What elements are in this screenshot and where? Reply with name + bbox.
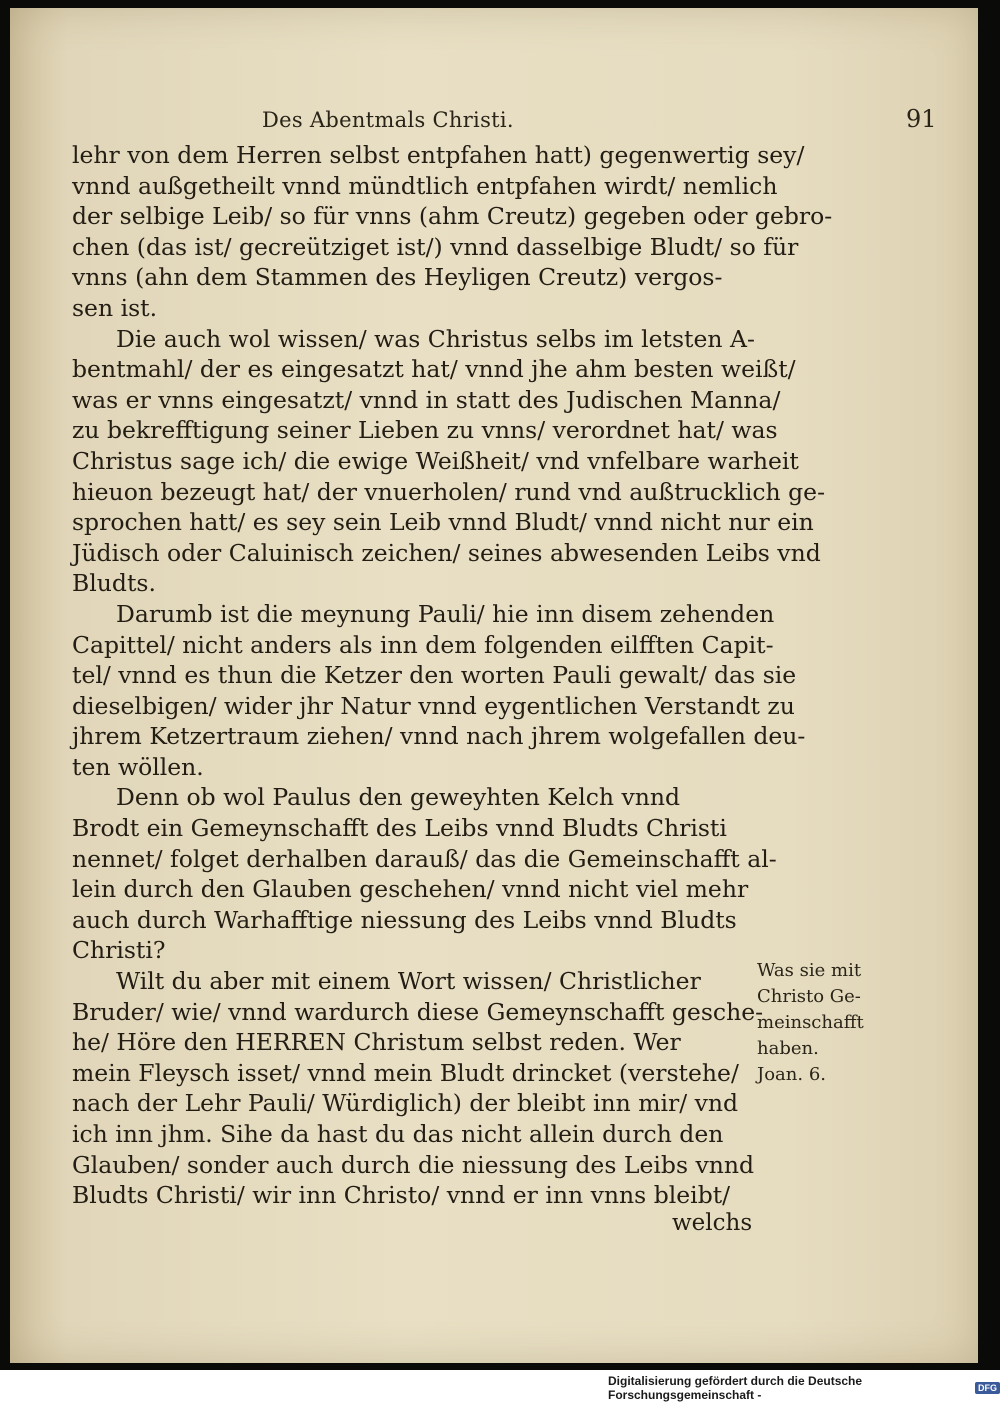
text-line: nach der Lehr Pauli/ Würdiglich) der bleibt inn mir/ vnd xyxy=(72,1089,739,1118)
text-line: ich inn jhm. Sihe da hast du das nicht allein durch den xyxy=(72,1120,724,1148)
text-line: Bruder/ wie/ vnnd wardurch diese Gemeynschafft gesche- xyxy=(72,997,764,1026)
text-line: Christus sage ich/ die ewige Weißheit/ vnd vnfelbare warheit xyxy=(72,446,799,475)
text-line: der selbige Leib/ so für vnns (ahm Creutz) gegeben oder gebro- xyxy=(72,202,833,231)
text-line: Brodt ein Gemeynschafft des Leibs vnnd Bludts Christi xyxy=(72,814,727,843)
text-line: Christi? xyxy=(72,936,166,965)
margin-note-line: Joan. 6. xyxy=(757,1064,826,1085)
text-line: sen ist. xyxy=(72,293,158,322)
running-title: Des Abentmals Christi. xyxy=(262,108,514,132)
margin-note xyxy=(757,958,864,1088)
text-line: vnns (ahn dem Stammen des Heyligen Creutz) vergos- xyxy=(72,263,723,292)
text-line: bentmahl/ der es eingesatzt hat/ vnnd jhe ahm besten weißt/ xyxy=(72,355,796,384)
text-line: hieuon bezeugt hat/ der vnuerholen/ rund vnd außtrucklich ge- xyxy=(72,477,826,506)
text-line: was er vnns eingesatzt/ vnnd in statt des Judischen Manna/ xyxy=(72,385,781,414)
margin-note-line: Was sie mit xyxy=(757,960,862,981)
margin-note-line: meinschafft xyxy=(757,1012,864,1033)
dfg-logo-icon: DFG xyxy=(975,1382,1000,1394)
text-line: he/ Höre den HERREN Christum selbst reden. Wer xyxy=(72,1028,681,1057)
text-line: Capittel/ nicht anders als inn dem folgenden eilfften Capit- xyxy=(72,630,774,659)
text-line: ten wöllen. xyxy=(72,752,204,781)
footer-credit: Digitalisierung gefördert durch die Deutsche Forschungsgemeinschaft - xyxy=(608,1374,863,1402)
text-line: Die auch wol wissen/ was Christus selbs im letsten A- xyxy=(116,324,755,353)
text-line: zu bekrefftigung seiner Lieben zu vnns/ verordnet hat/ was xyxy=(72,416,778,445)
text-line: Glauben/ sonder auch durch die niessung des Leibs vnnd xyxy=(72,1150,755,1179)
text-line: Jüdisch oder Caluinisch zeichen/ seines abwesenden Leibs vnd xyxy=(72,538,821,567)
text-line: Denn ob wol Paulus den geweyhten Kelch vnnd xyxy=(116,783,681,812)
text-line: Darumb ist die meynung Pauli/ hie inn disem zehenden xyxy=(116,599,775,628)
text-line: Bludts Christi/ wir inn Christo/ vnnd er inn vnns bleibt/ xyxy=(72,1181,731,1210)
text-line: dieselbigen/ wider jhr Natur vnnd eygentlichen Verstandt zu xyxy=(72,691,795,720)
margin-note-line: haben. xyxy=(757,1038,819,1059)
text-line: chen (das ist/ gecreütziget ist/) vnnd dasselbige Bludt/ so für xyxy=(72,232,799,261)
text-line: auch durch Warhafftige niessung des Leibs vnnd Bludts xyxy=(72,905,737,934)
text-line: lehr von dem Herren selbst entpfahen hatt) gegenwertig sey/ xyxy=(72,141,805,169)
text-line: mein Fleysch isset/ vnnd mein Bludt drincket (verstehe/ xyxy=(72,1058,739,1087)
text-line: Wilt du aber mit einem Wort wissen/ Christlicher xyxy=(116,967,701,996)
text-line: jhrem Ketzertraum ziehen/ vnnd nach jhrem wolgefallen deu- xyxy=(72,722,806,751)
margin-note-line: Christo Ge- xyxy=(757,986,861,1007)
catchword: welchs xyxy=(672,1210,753,1236)
text-line: Bludts. xyxy=(72,569,156,598)
text-line: tel/ vnnd es thun die Ketzer den worten Pauli gewalt/ das sie xyxy=(72,661,797,690)
text-line: nennet/ folget derhalben darauß/ das die Gemeinschafft al- xyxy=(72,844,777,873)
text-line: vnnd außgetheilt vnnd mündtlich entpfahen wirdt/ nemlich xyxy=(72,171,778,200)
text-line: sprochen hatt/ es sey sein Leib vnnd Bludt/ vnnd nicht nur ein xyxy=(72,508,814,537)
text-line: lein durch den Glauben geschehen/ vnnd nicht viel mehr xyxy=(72,875,749,904)
digitization-footer xyxy=(608,1374,1000,1402)
page-number: 91 xyxy=(906,105,937,133)
body-text xyxy=(72,140,832,1211)
